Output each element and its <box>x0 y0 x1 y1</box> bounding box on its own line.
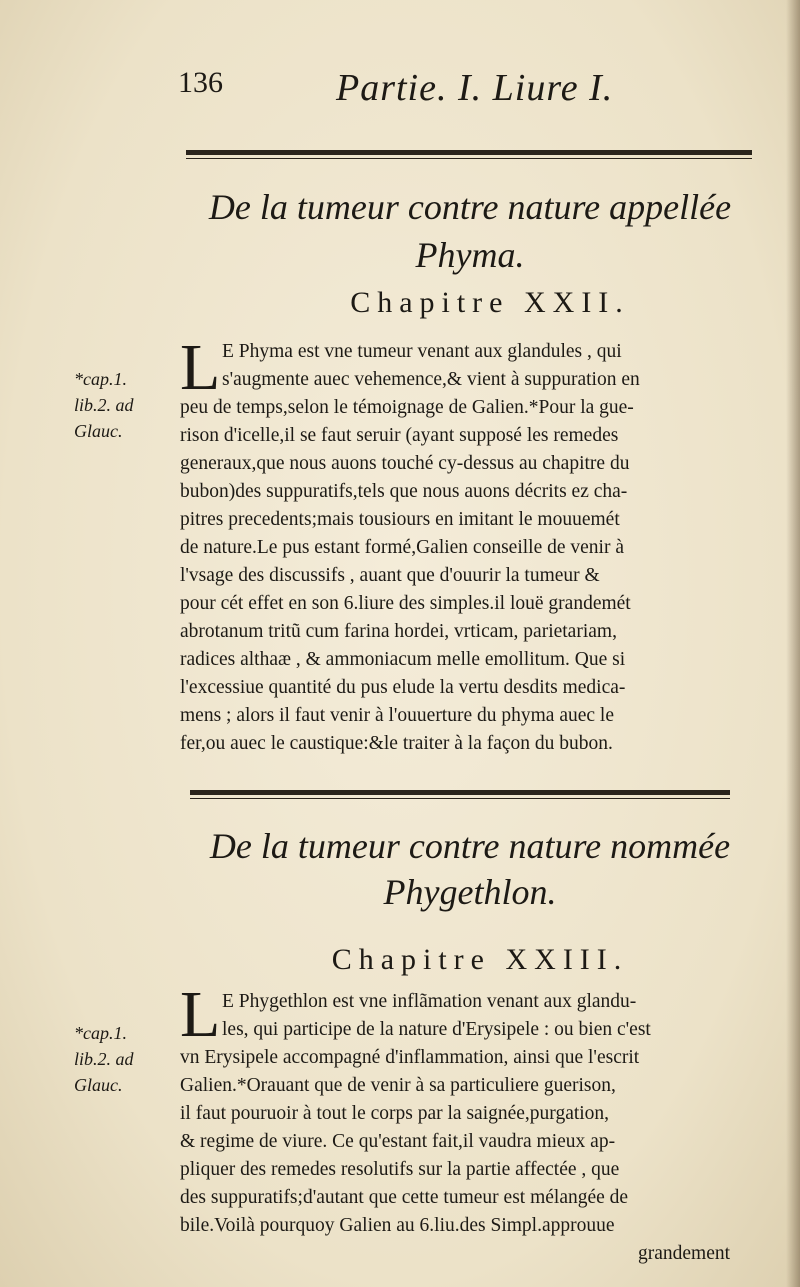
section-divider-rule <box>190 790 730 795</box>
text-line: vn Erysipele accompagné d'inflammation, ainsi que l'escrit <box>180 1047 640 1068</box>
section2-margin-note <box>74 1020 174 1098</box>
text-line: l'vsage des discussifs , auant que d'ouurir la tumeur & <box>180 565 600 586</box>
text-line: bile.Voilà pourquoy Galien au 6.liu.des Simpl.approuue <box>180 1215 615 1236</box>
running-title: Partie. I. Liure I. <box>336 67 614 109</box>
text-line: peu de temps,selon le témoignage de Galien.*Pour la gue- <box>180 397 634 418</box>
section1-drop-cap: L <box>180 331 221 404</box>
section2-title-line1: De la tumeur contre nature nommée <box>209 826 731 866</box>
running-header <box>178 66 648 112</box>
text-line: des suppuratifs;d'autant que cette tumeur est mélangée de <box>180 1187 629 1208</box>
text-line: fer,ou auec le caustique:&le traiter à la façon du bubon. <box>180 733 613 754</box>
text-line: rison d'icelle,il se faut seruir (ayant supposé les remedes <box>180 425 619 446</box>
text-line: & regime de viure. Ce qu'estant fait,il vaudra mieux ap- <box>180 1131 616 1152</box>
margin-note-line: Glauc. <box>74 1075 123 1095</box>
section2-chapter: Chapitre XXIII. <box>331 943 629 976</box>
text-line: l'excessiue quantité du pus elude la vertu desdits medica- <box>180 677 626 698</box>
section1-title-line2: Phyma. <box>415 235 525 275</box>
margin-note-line: lib.2. ad <box>74 395 134 415</box>
text-line: grandement <box>638 1243 731 1264</box>
margin-note-line: Glauc. <box>74 421 123 441</box>
text-line: abrotanum tritũ cum farina hordei, vrticam, parietariam, <box>180 621 617 642</box>
section1-title-line1: De la tumeur contre nature appellée <box>208 187 732 227</box>
section1-chapter: Chapitre XXII. <box>350 286 630 319</box>
page-edge-shadow <box>786 0 800 1287</box>
text-line: pitres precedents;mais tousiours en imitant le mouuemét <box>180 509 620 530</box>
text-line: pliquer des remedes resolutifs sur la partie affectée , que <box>180 1159 620 1180</box>
section-divider-rule-thin <box>190 798 730 799</box>
section2-title-line2: Phygethlon. <box>383 872 557 912</box>
text-line: bubon)des suppuratifs,tels que nous auons décrits ez cha- <box>180 481 628 502</box>
text-line: radices althaæ , & ammoniacum melle emollitum. Que si <box>180 649 626 670</box>
text-line: mens ; alors il faut venir à l'ouuerture du phyma auec le <box>180 705 614 726</box>
page-number: 136 <box>178 66 223 99</box>
text-line: pour cét effet en son 6.liure des simples.il louë grandemét <box>180 593 631 614</box>
section1-margin-note <box>74 366 174 444</box>
margin-note-line: *cap.1. <box>74 1023 127 1043</box>
margin-note-line: *cap.1. <box>74 369 127 389</box>
margin-note-line: lib.2. ad <box>74 1049 134 1069</box>
section2-drop-cap: L <box>180 978 221 1051</box>
text-line: s'augmente auec vehemence,& vient à suppuration en <box>222 369 640 390</box>
top-rule-thin <box>186 158 752 159</box>
text-line: de nature.Le pus estant formé,Galien conseille de venir à <box>180 537 624 558</box>
text-line: E Phyma est vne tumeur venant aux glandules , qui <box>222 341 622 362</box>
top-rule <box>186 150 752 155</box>
text-line: les, qui participe de la nature d'Erysipele : ou bien c'est <box>222 1019 651 1040</box>
text-line: Galien.*Orauant que de venir à sa particuliere guerison, <box>180 1075 616 1096</box>
text-line: E Phygethlon est vne inflãmation venant aux glandu- <box>222 991 637 1012</box>
text-line: il faut pouruoir à tout le corps par la saignée,purgation, <box>180 1103 610 1124</box>
text-line: generaux,que nous auons touché cy-dessus au chapitre du <box>180 453 630 474</box>
